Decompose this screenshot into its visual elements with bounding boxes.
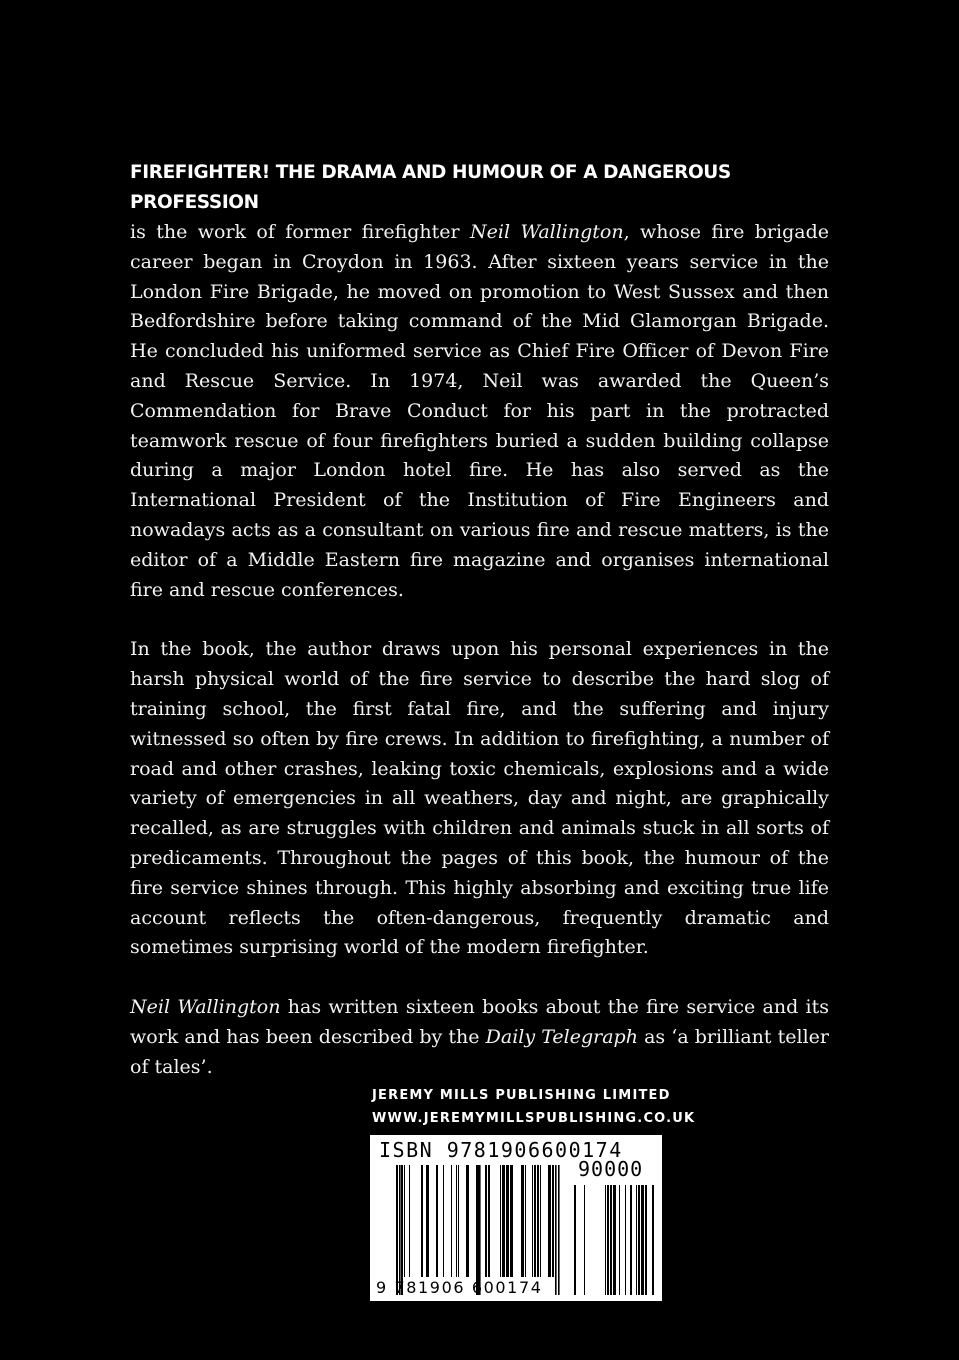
barcode-bar: [641, 1185, 644, 1295]
barcode-bar: [409, 1165, 410, 1277]
barcode-bar: [558, 1165, 560, 1295]
author-name-2: Neil Wallington: [130, 996, 281, 1019]
praise-paragraph: [130, 993, 829, 1082]
bio-text-2: , whose fire brigade career began in Croydon in 1963. After sixteen years service in the London Fire Brigade, he moved on promotion to West Sussex and then Bedfordshire before taking command of the Mid Glamorgan Brigade. He concluded his uniformed service as Chief Fire Officer of Devon Fire and Rescue Service. In 1974, Neil was awarded the Queen’s Commendation for Brave Conduct for his part in the protracted teamwork rescue of four firefighters buried a sudden building collapse during a major London hotel fire. He has also served as the International President of the Institution of Fire Engineers and nowadays acts as a consultant on various fire and rescue matters, is the editor of a Middle Eastern fire magazine and organises international fire and rescue conferences.: [130, 221, 829, 601]
publisher-name: JEREMY MILLS PUBLISHING LIMITED: [372, 1088, 671, 1103]
barcode-bar: [466, 1165, 469, 1277]
newspaper-name: Daily Telegraph: [485, 1025, 638, 1048]
barcode-bar: [574, 1185, 576, 1295]
barcode-bar: [636, 1185, 637, 1295]
barcode-bar: [537, 1165, 539, 1277]
blurb-text: [130, 158, 829, 1083]
barcode-bar: [404, 1165, 405, 1277]
price-code: 90000: [578, 1157, 644, 1181]
barcode-bar: [652, 1185, 654, 1295]
barcode-bar: [540, 1165, 541, 1277]
barcode-bar: [502, 1165, 505, 1277]
barcode-bar: [555, 1165, 557, 1295]
barcode-bar: [532, 1165, 533, 1277]
barcode-bar: [436, 1165, 438, 1277]
praise-text-2: as ‘a brilliant teller of tales’.: [130, 1025, 830, 1078]
barcode-bar: [488, 1165, 490, 1277]
barcode-bar: [510, 1165, 513, 1277]
barcode-bar: [421, 1165, 423, 1277]
isbn-label: ISBN 9781906600174: [379, 1138, 623, 1162]
barcode-bar: [500, 1165, 501, 1277]
barcode-bar: [506, 1165, 509, 1277]
publisher-block: [372, 1084, 696, 1130]
barcode-bar: [456, 1165, 457, 1277]
bio-text-1: is the work of former firefighter: [130, 221, 471, 243]
barcode-bar: [552, 1165, 554, 1277]
barcode-bar: [396, 1165, 398, 1295]
barcode-bar: [476, 1165, 478, 1295]
book-description-paragraph: In the book, the author draws upon his personal experiences in the harsh physical world of the fire service to describe the hard slog of training school, the first fatal fire, and the suffering and injury witnessed so often by fire crews. In addition to firefighting, a number of road and other crashes, leaking toxic chemicals, explosions and a wide variety of emergencies in all weathers, day and night, are graphically recalled, as are struggles with children and animals stuck in all sorts of predicaments. Throughout the pages of this book, the humour of the fire service shines through. This highly absorbing and exciting true life account reflects the often-dangerous, frequently dramatic and sometimes surprising world of the modern firefighter.: [130, 638, 829, 959]
barcode-bar: [625, 1185, 626, 1295]
barcode-bar: [630, 1185, 632, 1295]
isbn-barcode: [370, 1135, 662, 1301]
book-title-headline: FIREFIGHTER! THE DRAMA AND HUMOUR OF A DANGEROUS PROFESSION: [130, 162, 731, 213]
barcode-bar: [401, 1165, 403, 1295]
barcode-bar: [479, 1165, 481, 1295]
barcode-bar: [525, 1165, 526, 1277]
author-name: Neil Wallington: [470, 221, 624, 243]
barcode-bar: [426, 1165, 429, 1277]
barcode-bar: [458, 1165, 459, 1277]
barcode-digits: 9 781906 600174: [376, 1278, 543, 1297]
barcode-bar: [548, 1165, 551, 1277]
barcode-bar: [638, 1185, 640, 1295]
barcode-bar: [613, 1185, 616, 1295]
barcode-bar: [619, 1185, 620, 1295]
praise-text-1: has written sixteen books about the fire service and its work and has been described by the: [130, 996, 829, 1048]
barcode-bar: [605, 1185, 606, 1295]
barcode-bar: [645, 1185, 647, 1295]
barcode-bar: [521, 1165, 524, 1277]
author-bio-paragraph: [130, 158, 829, 605]
barcode-bar: [534, 1165, 536, 1277]
barcode-bar: [610, 1185, 612, 1295]
barcode-bar: [485, 1165, 487, 1277]
barcode-bar: [451, 1165, 452, 1277]
barcode-bar: [443, 1165, 444, 1277]
publisher-website: WWW.JEREMYMILLSPUBLISHING.CO.UK: [372, 1111, 696, 1126]
barcode-bar: [399, 1165, 401, 1295]
barcode-bar: [607, 1185, 609, 1295]
barcode-bar: [584, 1185, 585, 1295]
